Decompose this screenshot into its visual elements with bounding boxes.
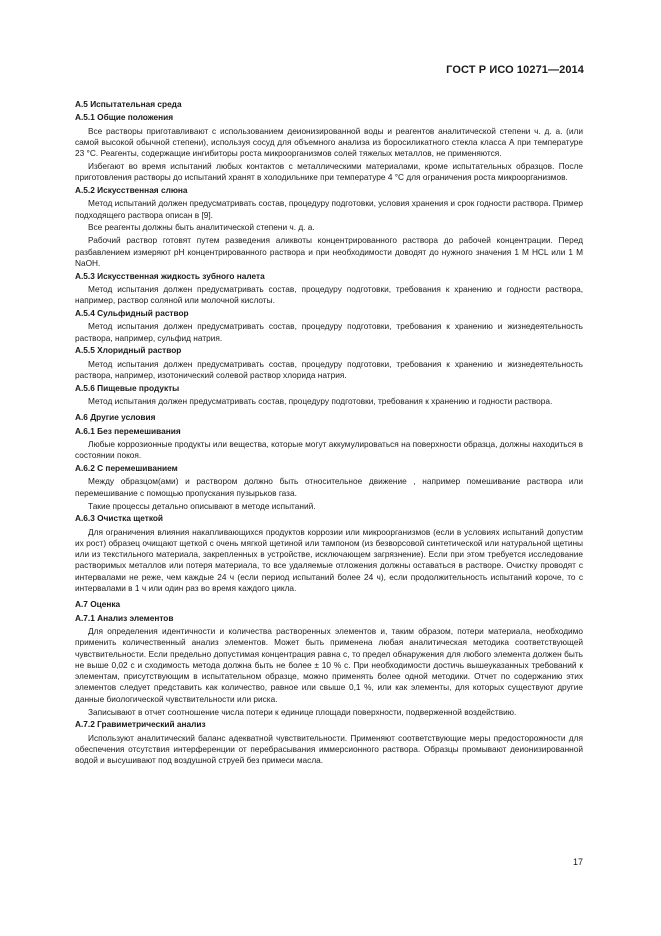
paragraph: Для ограничения влияния накапливающихся продуктов коррозии или микроорганизмов (если в условиях испытаний допустим их рост) образец очищают щеткой с очень мягкой щетиной или тампоном (из безворсовой синтетической или натуральной щетины или из текстильного материала, закрепленных в устройстве, исключающем загрязнение). Если при этом требуется исследование растворимых металлов или потеря материала, то все удаляемые отложения должны оставаться в растворе. Очистку проводят с интервалами не реже, чем каждые 24 ч (если период испытаний более 24 ч), если продолжительность испытаний короче, то с интервалами в 1 ч или один раз во время каждого цикла. xyxy=(75,526,583,594)
section-heading: А.6.1 Без перемешивания xyxy=(75,425,181,436)
section-heading: А.6.3 Очистка щеткой xyxy=(75,513,164,524)
paragraph: Метод испытания должен предусматривать состав, процедуру подготовки, требования к хранению и жизнедеятельность раствора, например, сульфид натрия. xyxy=(75,321,583,343)
section-heading: А.6.2 С перемешиванием xyxy=(75,463,178,474)
section-heading: А.6 Другие условия xyxy=(75,412,156,423)
page-number: 17 xyxy=(573,857,584,867)
paragraph: Записывают в отчет соотношение числа потери к единице площади поверхности, подверженной воздействию. xyxy=(88,706,517,717)
section-heading: А.5.3 Искусственная жидкость зубного налета xyxy=(75,270,265,281)
section-heading: А.5.2 Искусственная слюна xyxy=(75,185,188,196)
section-heading: А.5 Испытательная среда xyxy=(75,99,182,109)
section-heading: А.7 Оценка xyxy=(75,599,121,610)
section-heading: А.7.2 Гравиметрический анализ xyxy=(75,719,206,730)
paragraph: Все реагенты должны быть аналитической степени ч. д. а. xyxy=(88,222,315,233)
paragraph: Любые коррозионные продукты или вещества, которые могут аккумулироваться на поверхности образца, должны находиться в состоянии покоя. xyxy=(75,439,583,461)
paragraph: Все растворы приготавливают с использованием деионизированной воды и реагентов аналитической степени ч. д. а. (или самой высокой обычной степени), используя сосуд для объемного анализа из боросиликатного стекла класса А при температуре 23 °С. Реагенты, содержащие ингибиторы роста микроорганизмов солей тяжелых металлов, не применяются. xyxy=(75,125,583,159)
section-heading: А.7.1 Анализ элементов xyxy=(75,612,174,623)
section-heading: А.5.6 Пищевые продукты xyxy=(75,382,180,393)
paragraph: Для определения идентичности и количества растворенных элементов и, таким образом, потери материала, необходимо применить количественный анализ элементов. Может быть применена любая аналитическая методика соответствующей чувствительности. Если предельно допустимая концентрация равна c, то предел обнаружения для любого элемента должен быть не выше 0,02 c и сходимость метода должна быть не более ± 10 % c. При необходимости достичь вышеуказанных требований к элементам, присутствующим в испытательном образце, можно применять более одной методики. Отчет по содержанию этих элементов следует представить как количество, равное или свыше 0,1 %, или как элементы, для которых существуют другие данные биологической чувствительности или риска. xyxy=(75,625,583,704)
paragraph: Между образцом(ами) и раствором должно быть относительное движение , например помешивание раствора или перемешивание с помощью пропускания пузырьков газа. xyxy=(75,476,583,498)
section-heading: А.5.5 Хлоридный раствор xyxy=(75,345,182,356)
section-heading: А.5.1 Общие положения xyxy=(75,112,174,123)
document-body xyxy=(75,98,583,768)
section-heading: А.5.4 Сульфидный раствор xyxy=(75,308,189,319)
paragraph: Рабочий раствор готовят путем разведения аликвоты концентрированного раствора до рабочей концентрации. Перед разбавлением измеряют pH концентрированного раствора и при необходимости доводят до нужного значения 1 М HCL или 1 М NaOH. xyxy=(75,235,583,268)
standard-header: ГОСТ Р ИСО 10271—2014 xyxy=(446,64,584,76)
paragraph: Используют аналитический баланс адекватной чувствительности. Применяют соответствующие меры предосторожности для обеспечения отсутствия интерференции от перебрасывания иммерсионного раствора. Образцы промывают деионизированной водой и высушивают под воздушной струей без примеси масла. xyxy=(75,732,583,766)
paragraph: Метод испытания должен предусматривать состав, процедуру подготовки, требования к хранению и жизнедеятельность раствора, например, изотонический солевой раствор хлорида натрия. xyxy=(75,358,583,381)
paragraph: Избегают во время испытаний любых контактов с металлическими материалами, кроме испытательных образцов. После приготовления растворы до испытаний хранят в холодильнике при температуре 4 °С для ограничения роста микроорганизмов. xyxy=(75,160,583,183)
paragraph: Метод испытания должен предусматривать состав, процедуру подготовки, требования к хранению и годности раствора. xyxy=(88,396,553,407)
paragraph: Такие процессы детально описывают в методе испытаний. xyxy=(88,500,316,511)
paragraph: Метод испытаний должен предусматривать состав, процедуру подготовки, условия хранения и срок годности раствора. Пример подходящего раствора описан в [9]. xyxy=(75,198,583,220)
paragraph: Метод испытания должен предусматривать состав, процедуру подготовки, требования к хранению и годности раствора, например, раствор соляной или молочной кислоты. xyxy=(75,283,583,306)
